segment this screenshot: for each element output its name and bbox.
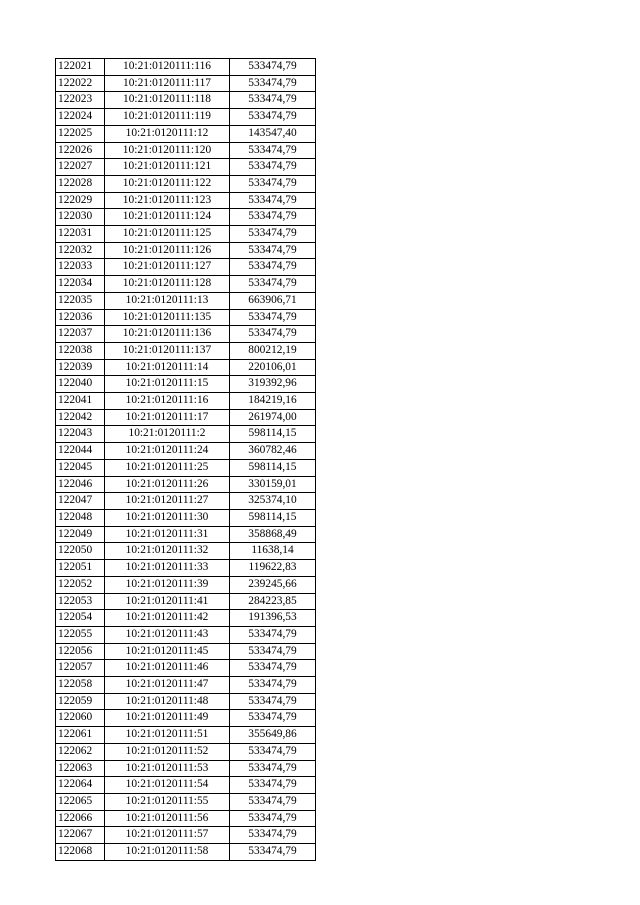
cadastral-number-cell: 10:21:0120111:46 xyxy=(105,660,230,677)
table-row xyxy=(56,92,316,109)
value-cell: 533474,79 xyxy=(230,209,316,226)
row-number-cell: 122065 xyxy=(56,793,105,810)
table-row xyxy=(56,693,316,710)
value-cell: 533474,79 xyxy=(230,827,316,844)
table-row xyxy=(56,109,316,126)
cadastral-value-table xyxy=(55,58,316,861)
row-number-cell: 122021 xyxy=(56,59,105,76)
table-row xyxy=(56,226,316,243)
cadastral-number-cell: 10:21:0120111:52 xyxy=(105,743,230,760)
value-cell: 533474,79 xyxy=(230,226,316,243)
cadastral-number-cell: 10:21:0120111:33 xyxy=(105,560,230,577)
table-row xyxy=(56,560,316,577)
cadastral-number-cell: 10:21:0120111:43 xyxy=(105,626,230,643)
table-row xyxy=(56,175,316,192)
cadastral-number-cell: 10:21:0120111:118 xyxy=(105,92,230,109)
cadastral-number-cell: 10:21:0120111:122 xyxy=(105,175,230,192)
cadastral-number-cell: 10:21:0120111:17 xyxy=(105,409,230,426)
row-number-cell: 122053 xyxy=(56,593,105,610)
table-row xyxy=(56,159,316,176)
cadastral-number-cell: 10:21:0120111:57 xyxy=(105,827,230,844)
cadastral-number-cell: 10:21:0120111:39 xyxy=(105,576,230,593)
table-row xyxy=(56,493,316,510)
table-row xyxy=(56,743,316,760)
cadastral-number-cell: 10:21:0120111:14 xyxy=(105,359,230,376)
table-row xyxy=(56,192,316,209)
table-row xyxy=(56,509,316,526)
cadastral-number-cell: 10:21:0120111:32 xyxy=(105,543,230,560)
table-row xyxy=(56,810,316,827)
cadastral-number-cell: 10:21:0120111:128 xyxy=(105,276,230,293)
row-number-cell: 122061 xyxy=(56,727,105,744)
table-row xyxy=(56,660,316,677)
table-row xyxy=(56,342,316,359)
row-number-cell: 122044 xyxy=(56,443,105,460)
table-row xyxy=(56,209,316,226)
cadastral-number-cell: 10:21:0120111:124 xyxy=(105,209,230,226)
row-number-cell: 122032 xyxy=(56,242,105,259)
table-row xyxy=(56,793,316,810)
row-number-cell: 122039 xyxy=(56,359,105,376)
value-cell: 533474,79 xyxy=(230,192,316,209)
row-number-cell: 122055 xyxy=(56,626,105,643)
value-cell: 184219,16 xyxy=(230,393,316,410)
table-row xyxy=(56,292,316,309)
row-number-cell: 122037 xyxy=(56,326,105,343)
table-row xyxy=(56,844,316,861)
row-number-cell: 122048 xyxy=(56,509,105,526)
cadastral-number-cell: 10:21:0120111:51 xyxy=(105,727,230,744)
cadastral-number-cell: 10:21:0120111:47 xyxy=(105,677,230,694)
table-row xyxy=(56,543,316,560)
cadastral-number-cell: 10:21:0120111:13 xyxy=(105,292,230,309)
table-body xyxy=(56,59,316,861)
cadastral-number-cell: 10:21:0120111:58 xyxy=(105,844,230,861)
table-row xyxy=(56,376,316,393)
value-cell: 325374,10 xyxy=(230,493,316,510)
table-row xyxy=(56,610,316,627)
table-row xyxy=(56,309,316,326)
value-cell: 533474,79 xyxy=(230,276,316,293)
cadastral-number-cell: 10:21:0120111:126 xyxy=(105,242,230,259)
cadastral-number-cell: 10:21:0120111:55 xyxy=(105,793,230,810)
value-cell: 533474,79 xyxy=(230,643,316,660)
row-number-cell: 122026 xyxy=(56,142,105,159)
value-cell: 533474,79 xyxy=(230,677,316,694)
row-number-cell: 122036 xyxy=(56,309,105,326)
value-cell: 533474,79 xyxy=(230,777,316,794)
cadastral-number-cell: 10:21:0120111:2 xyxy=(105,426,230,443)
cadastral-number-cell: 10:21:0120111:12 xyxy=(105,125,230,142)
cadastral-number-cell: 10:21:0120111:42 xyxy=(105,610,230,627)
value-cell: 533474,79 xyxy=(230,760,316,777)
table-row xyxy=(56,242,316,259)
cadastral-number-cell: 10:21:0120111:49 xyxy=(105,710,230,727)
table-row xyxy=(56,359,316,376)
cadastral-number-cell: 10:21:0120111:117 xyxy=(105,75,230,92)
row-number-cell: 122056 xyxy=(56,643,105,660)
value-cell: 533474,79 xyxy=(230,142,316,159)
cadastral-number-cell: 10:21:0120111:27 xyxy=(105,493,230,510)
value-cell: 533474,79 xyxy=(230,109,316,126)
row-number-cell: 122035 xyxy=(56,292,105,309)
value-cell: 360782,46 xyxy=(230,443,316,460)
cadastral-number-cell: 10:21:0120111:127 xyxy=(105,259,230,276)
row-number-cell: 122068 xyxy=(56,844,105,861)
row-number-cell: 122066 xyxy=(56,810,105,827)
row-number-cell: 122064 xyxy=(56,777,105,794)
table-row xyxy=(56,326,316,343)
value-cell: 598114,15 xyxy=(230,509,316,526)
table-row xyxy=(56,710,316,727)
table-row xyxy=(56,526,316,543)
value-cell: 533474,79 xyxy=(230,242,316,259)
cadastral-number-cell: 10:21:0120111:16 xyxy=(105,393,230,410)
value-cell: 598114,15 xyxy=(230,459,316,476)
table-row xyxy=(56,777,316,794)
table-row xyxy=(56,459,316,476)
value-cell: 284223,85 xyxy=(230,593,316,610)
row-number-cell: 122043 xyxy=(56,426,105,443)
table-row xyxy=(56,125,316,142)
cadastral-number-cell: 10:21:0120111:123 xyxy=(105,192,230,209)
row-number-cell: 122029 xyxy=(56,192,105,209)
row-number-cell: 122028 xyxy=(56,175,105,192)
value-cell: 143547,40 xyxy=(230,125,316,142)
table-row xyxy=(56,59,316,76)
table-row xyxy=(56,576,316,593)
cadastral-number-cell: 10:21:0120111:120 xyxy=(105,142,230,159)
value-cell: 533474,79 xyxy=(230,710,316,727)
row-number-cell: 122023 xyxy=(56,92,105,109)
table-row xyxy=(56,426,316,443)
row-number-cell: 122038 xyxy=(56,342,105,359)
table-row xyxy=(56,259,316,276)
row-number-cell: 122024 xyxy=(56,109,105,126)
table-row xyxy=(56,827,316,844)
cadastral-number-cell: 10:21:0120111:41 xyxy=(105,593,230,610)
value-cell: 533474,79 xyxy=(230,743,316,760)
value-cell: 533474,79 xyxy=(230,626,316,643)
cadastral-number-cell: 10:21:0120111:25 xyxy=(105,459,230,476)
cadastral-number-cell: 10:21:0120111:135 xyxy=(105,309,230,326)
table-row xyxy=(56,142,316,159)
cadastral-number-cell: 10:21:0120111:31 xyxy=(105,526,230,543)
row-number-cell: 122045 xyxy=(56,459,105,476)
row-number-cell: 122042 xyxy=(56,409,105,426)
value-cell: 598114,15 xyxy=(230,426,316,443)
row-number-cell: 122033 xyxy=(56,259,105,276)
cadastral-number-cell: 10:21:0120111:45 xyxy=(105,643,230,660)
row-number-cell: 122030 xyxy=(56,209,105,226)
row-number-cell: 122060 xyxy=(56,710,105,727)
row-number-cell: 122062 xyxy=(56,743,105,760)
row-number-cell: 122059 xyxy=(56,693,105,710)
value-cell: 239245,66 xyxy=(230,576,316,593)
table-row xyxy=(56,476,316,493)
value-cell: 191396,53 xyxy=(230,610,316,627)
cadastral-number-cell: 10:21:0120111:137 xyxy=(105,342,230,359)
value-cell: 533474,79 xyxy=(230,326,316,343)
row-number-cell: 122058 xyxy=(56,677,105,694)
table-row xyxy=(56,276,316,293)
value-cell: 533474,79 xyxy=(230,175,316,192)
value-cell: 319392,96 xyxy=(230,376,316,393)
value-cell: 533474,79 xyxy=(230,810,316,827)
cadastral-number-cell: 10:21:0120111:119 xyxy=(105,109,230,126)
table-row xyxy=(56,593,316,610)
value-cell: 663906,71 xyxy=(230,292,316,309)
row-number-cell: 122025 xyxy=(56,125,105,142)
table-row xyxy=(56,643,316,660)
table-row xyxy=(56,443,316,460)
cadastral-number-cell: 10:21:0120111:136 xyxy=(105,326,230,343)
row-number-cell: 122041 xyxy=(56,393,105,410)
value-cell: 355649,86 xyxy=(230,727,316,744)
value-cell: 119622,83 xyxy=(230,560,316,577)
value-cell: 533474,79 xyxy=(230,159,316,176)
row-number-cell: 122052 xyxy=(56,576,105,593)
row-number-cell: 122027 xyxy=(56,159,105,176)
value-cell: 533474,79 xyxy=(230,844,316,861)
row-number-cell: 122031 xyxy=(56,226,105,243)
value-cell: 11638,14 xyxy=(230,543,316,560)
cadastral-number-cell: 10:21:0120111:54 xyxy=(105,777,230,794)
row-number-cell: 122040 xyxy=(56,376,105,393)
value-cell: 533474,79 xyxy=(230,793,316,810)
value-cell: 533474,79 xyxy=(230,92,316,109)
table-row xyxy=(56,760,316,777)
row-number-cell: 122057 xyxy=(56,660,105,677)
value-cell: 261974,00 xyxy=(230,409,316,426)
cadastral-number-cell: 10:21:0120111:26 xyxy=(105,476,230,493)
row-number-cell: 122049 xyxy=(56,526,105,543)
row-number-cell: 122022 xyxy=(56,75,105,92)
row-number-cell: 122051 xyxy=(56,560,105,577)
value-cell: 533474,79 xyxy=(230,75,316,92)
row-number-cell: 122047 xyxy=(56,493,105,510)
table-row xyxy=(56,677,316,694)
cadastral-number-cell: 10:21:0120111:56 xyxy=(105,810,230,827)
table-row xyxy=(56,727,316,744)
row-number-cell: 122050 xyxy=(56,543,105,560)
table-row xyxy=(56,626,316,643)
row-number-cell: 122054 xyxy=(56,610,105,627)
table-row xyxy=(56,409,316,426)
cadastral-number-cell: 10:21:0120111:15 xyxy=(105,376,230,393)
row-number-cell: 122063 xyxy=(56,760,105,777)
row-number-cell: 122046 xyxy=(56,476,105,493)
table-row xyxy=(56,75,316,92)
value-cell: 330159,01 xyxy=(230,476,316,493)
value-cell: 533474,79 xyxy=(230,259,316,276)
value-cell: 533474,79 xyxy=(230,693,316,710)
row-number-cell: 122034 xyxy=(56,276,105,293)
document-page xyxy=(55,58,316,861)
cadastral-number-cell: 10:21:0120111:53 xyxy=(105,760,230,777)
cadastral-number-cell: 10:21:0120111:30 xyxy=(105,509,230,526)
table-row xyxy=(56,393,316,410)
value-cell: 533474,79 xyxy=(230,660,316,677)
value-cell: 800212,19 xyxy=(230,342,316,359)
value-cell: 358868,49 xyxy=(230,526,316,543)
value-cell: 220106,01 xyxy=(230,359,316,376)
cadastral-number-cell: 10:21:0120111:116 xyxy=(105,59,230,76)
value-cell: 533474,79 xyxy=(230,309,316,326)
row-number-cell: 122067 xyxy=(56,827,105,844)
cadastral-number-cell: 10:21:0120111:125 xyxy=(105,226,230,243)
cadastral-number-cell: 10:21:0120111:24 xyxy=(105,443,230,460)
cadastral-number-cell: 10:21:0120111:121 xyxy=(105,159,230,176)
cadastral-number-cell: 10:21:0120111:48 xyxy=(105,693,230,710)
value-cell: 533474,79 xyxy=(230,59,316,76)
